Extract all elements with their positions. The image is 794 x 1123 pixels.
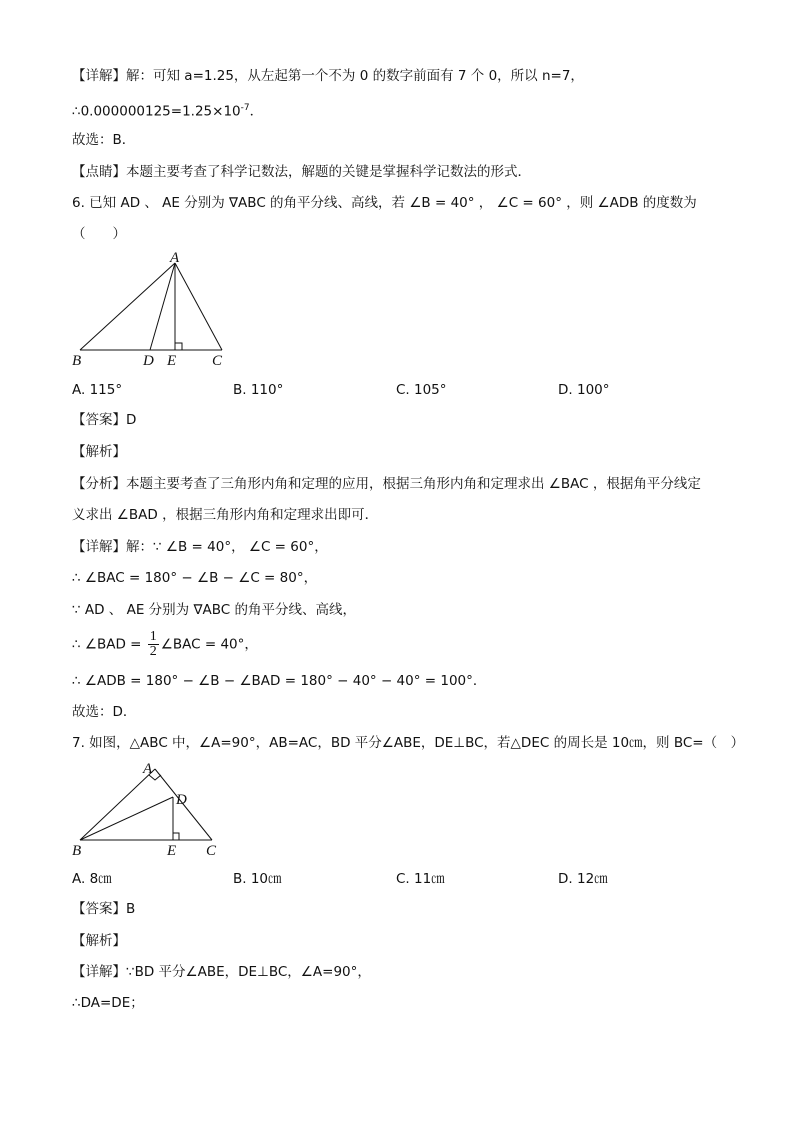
sol5-equation bbox=[72, 98, 263, 122]
q6-option-d: D. 100° bbox=[558, 382, 610, 398]
q6-label-a: A bbox=[170, 250, 180, 266]
q7-right-angle-mark-e bbox=[173, 833, 179, 840]
q7-analysis-heading: 【解析】 bbox=[72, 933, 126, 949]
q6-label-b: B bbox=[72, 353, 82, 369]
sol5-equation-exponent: -7 bbox=[240, 103, 250, 113]
sol5-equation-base: ∴0.000000125=1.25×10 bbox=[72, 103, 241, 120]
q6-analysis-heading: 【解析】 bbox=[72, 444, 126, 460]
q6-analysis-line1: 【分析】本题主要考查了三角形内角和定理的应用，根据三角形内角和定理求出 ∠BAC ，根据角平分线定 bbox=[72, 476, 701, 492]
sol5-equation-end: ． bbox=[249, 103, 264, 120]
q6-label-c: C bbox=[212, 353, 223, 369]
q6-segment-ab bbox=[80, 263, 175, 350]
q6-figure bbox=[60, 250, 240, 370]
q7-detail-line2: ∴DA=DE； bbox=[72, 995, 144, 1011]
q6-analysis-line2: 义求出 ∠BAD ，根据三角形内角和定理求出即可． bbox=[72, 507, 379, 523]
q7-detail-line1: 【详解】∵BD 平分∠ABE，DE⊥BC，∠A=90°， bbox=[72, 964, 371, 980]
q6-detail-line4-end: ∠BAC = 40°， bbox=[160, 636, 258, 653]
q6-fraction-numerator: 1 bbox=[149, 629, 157, 644]
q6-stem: 6. 已知 AD 、 AE 分别为 ∇ABC 的角平分线、高线，若 ∠B = 40° ， ∠C = 60° ，则 ∠ADB 的度数为 bbox=[72, 195, 697, 211]
q7-option-b: B. 10㎝ bbox=[233, 871, 282, 887]
q6-answer: 【答案】D bbox=[72, 412, 137, 428]
sol5-choice: 故选：B． bbox=[72, 132, 136, 148]
sol5-comment: 【点睛】本题主要考查了科学记数法，解题的关键是掌握科学记数法的形式． bbox=[72, 164, 531, 180]
q7-option-d: D. 12㎝ bbox=[558, 871, 608, 887]
q6-answer-paren: （ ） bbox=[72, 226, 126, 242]
q6-label-e: E bbox=[167, 353, 177, 369]
q7-figure bbox=[60, 755, 240, 865]
q7-answer: 【答案】B bbox=[72, 901, 136, 917]
q6-detail-line4 bbox=[72, 630, 258, 659]
q6-detail-line1: 【详解】解：∵ ∠B = 40°， ∠C = 60°， bbox=[72, 539, 328, 555]
q7-label-d: D bbox=[176, 792, 187, 808]
q7-label-b: B bbox=[72, 843, 82, 859]
q6-option-c: C. 105° bbox=[396, 382, 447, 398]
sol5-detail: 【详解】解：可知 a=1.25，从左起第一个不为 0 的数字前面有 7 个 0，所以 n=7， bbox=[72, 68, 584, 84]
q6-detail-line2: ∴ ∠BAC = 180° − ∠B − ∠C = 80°， bbox=[72, 570, 318, 586]
q6-detail-line5: ∴ ∠ADB = 180° − ∠B − ∠BAD = 180° − 40° − 40° = 100°． bbox=[72, 673, 487, 689]
q6-detail-line3: ∵ AD 、 AE 分别为 ∇ABC 的角平分线、高线， bbox=[72, 602, 356, 618]
q7-segment-bd bbox=[80, 797, 173, 840]
q7-option-c: C. 11㎝ bbox=[396, 871, 445, 887]
q6-segment-ac bbox=[175, 263, 222, 350]
q7-option-a: A. 8㎝ bbox=[72, 871, 112, 887]
q6-fraction-denominator: 2 bbox=[149, 644, 157, 659]
q6-detail-line6: 故选：D． bbox=[72, 704, 137, 720]
q7-label-c: C bbox=[206, 843, 217, 859]
q6-detail-line4-start: ∴ ∠BAD = bbox=[72, 636, 146, 653]
q6-option-a: A. 115° bbox=[72, 382, 123, 398]
q6-option-b: B. 110° bbox=[233, 382, 284, 398]
q6-label-d: D bbox=[143, 353, 154, 369]
q7-segment-ab bbox=[80, 769, 155, 840]
q6-segment-ad bbox=[150, 263, 175, 350]
q7-label-e: E bbox=[167, 843, 177, 859]
q6-right-angle-mark bbox=[175, 343, 182, 350]
q7-stem: 7. 如图，△ABC 中，∠A=90°，AB=AC，BD 平分∠ABE，DE⊥BC，若△DEC 的周长是 10㎝，则 BC=（ ） bbox=[72, 735, 745, 751]
q6-fraction-half bbox=[148, 630, 159, 659]
q7-label-a: A bbox=[143, 761, 153, 777]
